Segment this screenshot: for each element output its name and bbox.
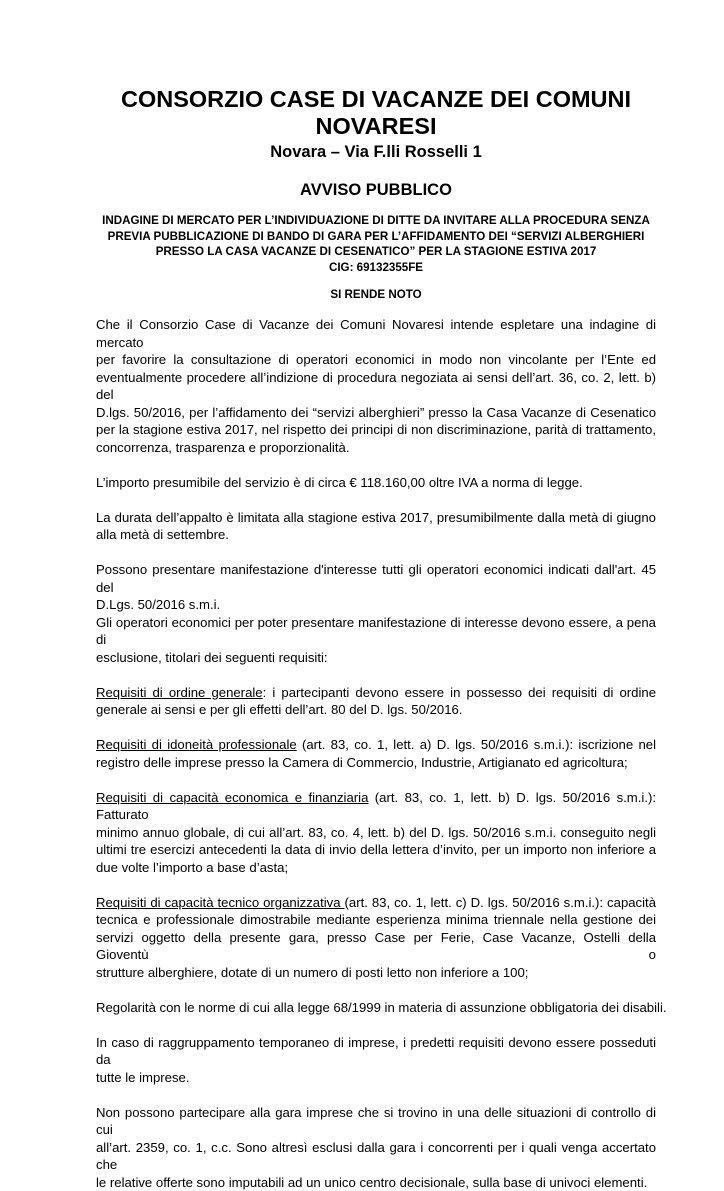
text-line: tutte le imprese.	[96, 1069, 656, 1087]
text-line: Non possono partecipare alla gara imprese che si trovino in una delle situazioni di controllo di cui	[96, 1104, 656, 1139]
text-line: La durata dell’appalto è limitata alla stagione estiva 2017, presumibilmente dalla metà di giugno	[96, 509, 656, 527]
subject-line-3: PRESSO LA CASA VACANZE DI CESENATICO” PER LA STAGIONE ESTIVA 2017	[96, 244, 656, 260]
declaration: SI RENDE NOTO	[96, 287, 656, 302]
requirement-technical	[96, 894, 656, 982]
requirement-general	[96, 684, 656, 719]
text-line	[96, 894, 656, 912]
text-line: eventualmente procedere all’indizione di procedura negoziata ai sensi dell’art. 36, co. 2, lett. b) del	[96, 369, 656, 404]
text-line	[96, 736, 656, 754]
paragraph-exclusions	[96, 1104, 656, 1191]
text-line	[96, 789, 656, 824]
notice-title: AVVISO PUBBLICO	[96, 180, 656, 200]
text-fragment: : i partecipanti devono essere in possesso dei requisiti di ordine	[263, 685, 656, 700]
text-line: minimo annuo globale, di cui all’art. 83, co. 4, lett. b) del D. lgs. 50/2016 s.m.i. conseguito negli	[96, 824, 656, 842]
text-line: per la stagione estiva 2017, nel rispetto dei principi di non discriminazione, parità di trattamento,	[96, 421, 656, 439]
page-title	[96, 86, 656, 140]
text-line: Possono presentare manifestazione d'interesse tutti gli operatori economici indicati dall'art. 45 del	[96, 561, 656, 596]
text-fragment: (art. 83, co. 1, lett. b) D. lgs. 50/2016 s.m.i.): Fatturato	[96, 790, 656, 823]
text-line: servizi oggetto della presente gara, presso Case per Ferie, Case Vacanze, Ostelli della Gioventù o	[96, 929, 656, 964]
text-line: registro delle imprese presso la Camera di Commercio, Industrie, Artigianato ed agricoltura;	[96, 754, 656, 772]
document-body	[96, 316, 656, 1191]
title-line-1: CONSORZIO CASE DI VACANZE DEI COMUNI	[96, 86, 656, 113]
paragraph-grouping	[96, 1034, 656, 1087]
text-line: D.Lgs. 50/2016 s.m.i.	[96, 596, 656, 614]
text-line: strutture alberghiere, dotate di un numero di posti letto non inferiore a 100;	[96, 964, 656, 982]
subject-block	[96, 213, 656, 275]
paragraph-eligible	[96, 561, 656, 614]
subject-line-1: INDAGINE DI MERCATO PER L’INDIVIDUAZIONE DI DITTE DA INVITARE ALLA PROCEDURA SENZA	[96, 213, 656, 229]
requirement-label: Requisiti di ordine generale	[96, 685, 263, 700]
text-line: all’art. 2359, co. 1, c.c. Sono altresì esclusi dalla gara i concorrenti per i quali venga accertato che	[96, 1139, 656, 1174]
requirement-label: Requisiti di capacità economica e finanziaria	[96, 790, 368, 805]
text-fragment: (art. 83, co. 1, lett. c) D. lgs. 50/2016 s.m.i.): capacità	[345, 895, 656, 910]
paragraph-intro	[96, 316, 656, 456]
text-line: L’importo presumibile del servizio è di circa € 118.160,00 oltre IVA a norma di legge.	[96, 474, 656, 492]
text-line: In caso di raggruppamento temporaneo di imprese, i predetti requisiti devono essere posseduti da	[96, 1034, 656, 1069]
title-line-2: NOVARESI	[96, 113, 656, 140]
subject-cig: CIG: 69132355FE	[96, 260, 656, 276]
text-line: per favorire la consultazione di operatori economici in modo non vincolante per l’Ente ed	[96, 351, 656, 369]
requirement-label: Requisiti di capacità tecnico organizzativa	[96, 895, 345, 910]
text-fragment: (art. 83, co. 1, lett. a) D. lgs. 50/2016 s.m.i.): iscrizione nel	[297, 737, 656, 752]
subject-line-2: PREVIA PUBBLICAZIONE DI BANDO DI GARA PER L’AFFIDAMENTO DEI “SERVIZI ALBERGHIERI	[96, 229, 656, 245]
text-line: due volte l’importo a base d’asta;	[96, 859, 656, 877]
paragraph-duration	[96, 509, 656, 544]
text-line: generale ai sensi e per gli effetti dell’art. 80 del D. lgs. 50/2016.	[96, 701, 656, 719]
requirement-label: Requisiti di idoneità professionale	[96, 737, 297, 752]
text-line: D.lgs. 50/2016, per l’affidamento dei “servizi alberghieri” presso la Casa Vacanze di Cesenatico	[96, 404, 656, 422]
text-line: ultimi tre esercizi antecedenti la data di invio della lettera d’invito, per un importo non inferiore a	[96, 841, 656, 859]
paragraph-disability-law	[96, 999, 656, 1017]
requirement-economic	[96, 789, 656, 877]
text-line	[96, 684, 656, 702]
address: Novara – Via F.lli Rosselli 1	[96, 142, 656, 162]
text-line: alla metà di settembre.	[96, 526, 656, 544]
text-line: Gli operatori economici per poter presentare manifestazione di interesse devono essere, a pena di	[96, 614, 656, 649]
text-line: le relative offerte sono imputabili ad un unico centro decisionale, sulla base di univoci elementi.	[96, 1174, 656, 1191]
paragraph-requirements-intro	[96, 614, 656, 667]
text-line: Regolarità con le norme di cui alla legge 68/1999 in materia di assunzione obbligatoria dei disabili.	[96, 999, 656, 1017]
text-line: Che il Consorzio Case di Vacanze dei Comuni Novaresi intende espletare una indagine di mercato	[96, 316, 656, 351]
text-line: concorrenza, trasparenza e proporzionalità.	[96, 439, 656, 457]
text-line: tecnica e professionale dimostrabile mediante esperienza minima triennale nella gestione dei	[96, 911, 656, 929]
paragraph-amount	[96, 474, 656, 492]
requirement-professional	[96, 736, 656, 771]
text-line: esclusione, titolari dei seguenti requisiti:	[96, 649, 656, 667]
